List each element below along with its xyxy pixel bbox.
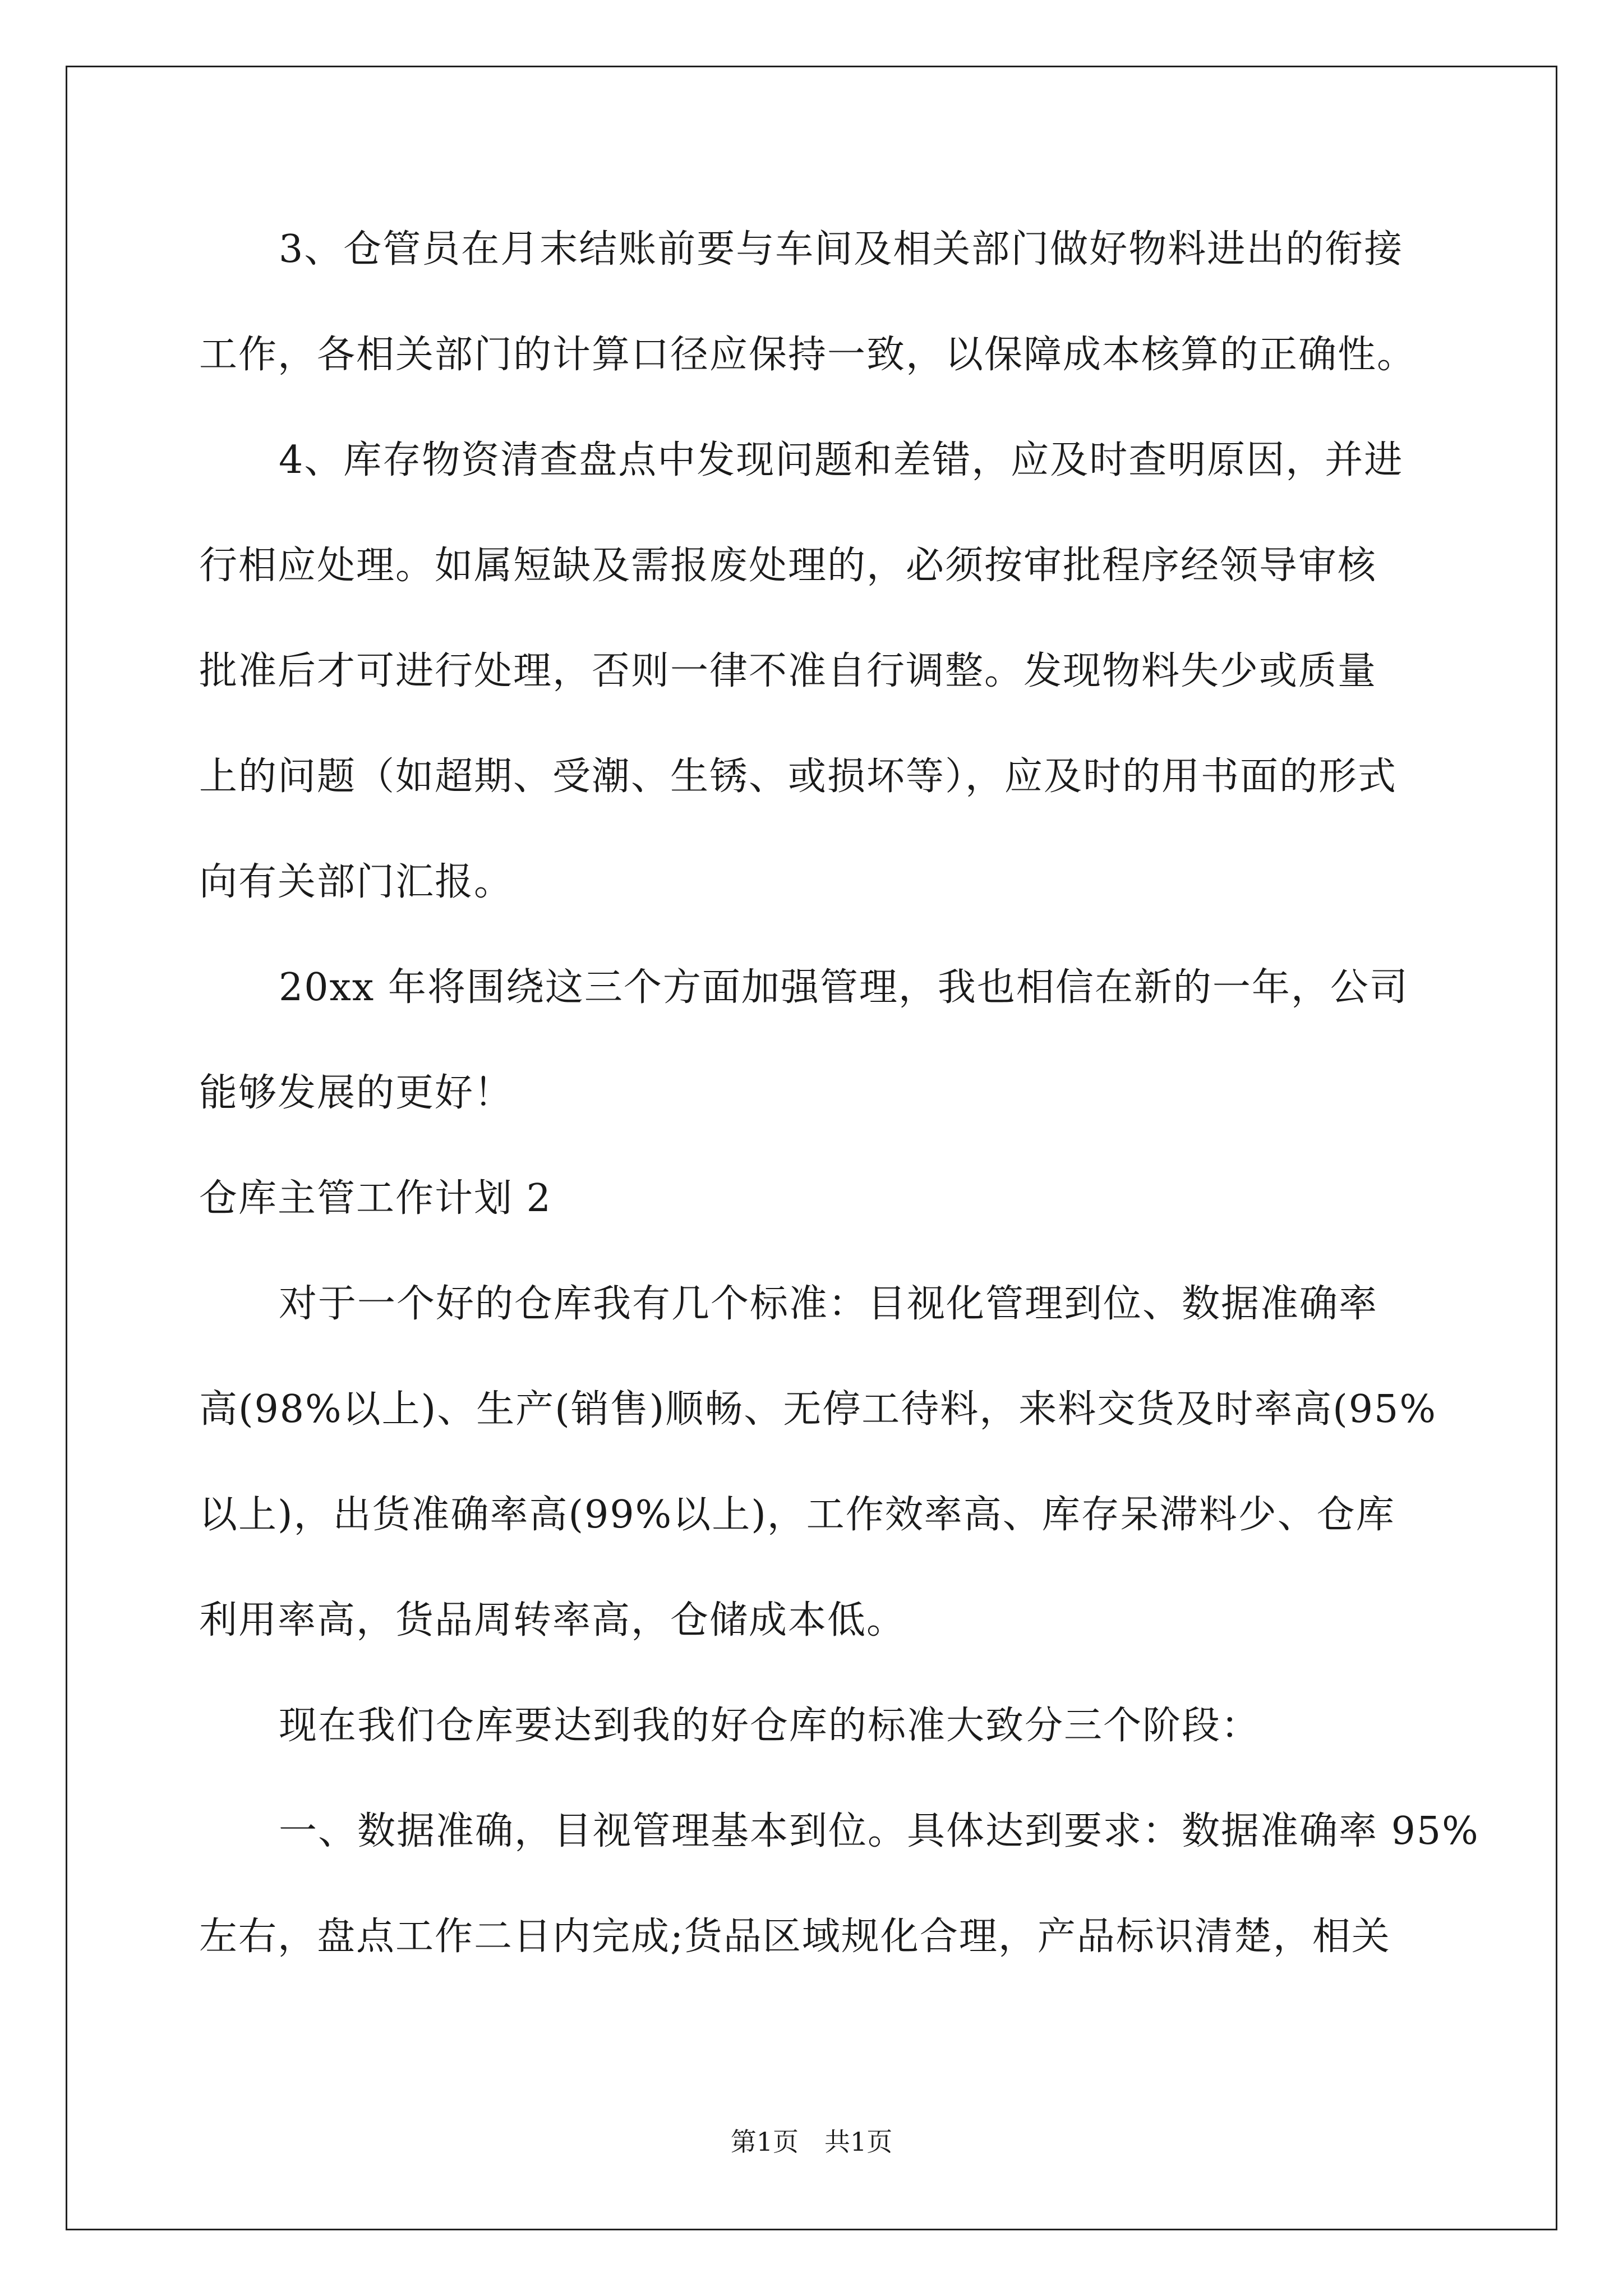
paragraph-line: 高(98%以上)、生产(销售)顺畅、无停工待料，来料交货及时率高(95% [199, 1387, 1437, 1432]
paragraph-line: 批准后才可进行处理，否则一律不准自行调整。发现物料失少或质量 [199, 649, 1377, 693]
paragraph-line: 工作，各相关部门的计算口径应保持一致，以保障成本核算的正确性。 [199, 333, 1417, 377]
paragraph-line: 3、仓管员在月末结账前要与车间及相关部门做好物料进出的衔接 [279, 227, 1404, 272]
paragraph-line: 向有关部门汇报。 [199, 860, 514, 904]
paragraph-line: 一、数据准确，目视管理基本到位。具体达到要求：数据准确率 95% [279, 1809, 1479, 1853]
paragraph-line: 上的问题（如超期、受潮、生锈、或损坏等），应及时的用书面的形式 [199, 754, 1398, 799]
paragraph-line: 4、库存物资清查盘点中发现问题和差错，应及时查明原因，并进 [279, 438, 1404, 482]
paragraph-line: 左右，盘点工作二日内完成;货品区域规化合理，产品标识清楚，相关 [199, 1915, 1391, 1959]
page-footer: 第1页 共1页 [730, 2127, 893, 2157]
paragraph-line: 行相应处理。如属短缺及需报废处理的，必须按审批程序经领导审核 [199, 544, 1377, 588]
section-heading: 仓库主管工作计划 2 [199, 1176, 552, 1221]
document-body [199, 216, 1479, 2009]
paragraph-line: 对于一个好的仓库我有几个标准：目视化管理到位、数据准确率 [279, 1282, 1378, 1326]
paragraph-line: 以上)，出货准确率高(99%以上)，工作效率高、库存呆滞料少、仓库 [199, 1493, 1395, 1537]
paragraph-line: 能够发展的更好！ [199, 1071, 514, 1115]
paragraph-line: 现在我们仓库要达到我的好仓库的标准大致分三个阶段： [279, 1704, 1261, 1748]
paragraph-line: 利用率高，货品周转率高，仓储成本低。 [199, 1598, 906, 1642]
paragraph-line: 20xx 年将围绕这三个方面加强管理，我也相信在新的一年，公司 [279, 965, 1409, 1010]
